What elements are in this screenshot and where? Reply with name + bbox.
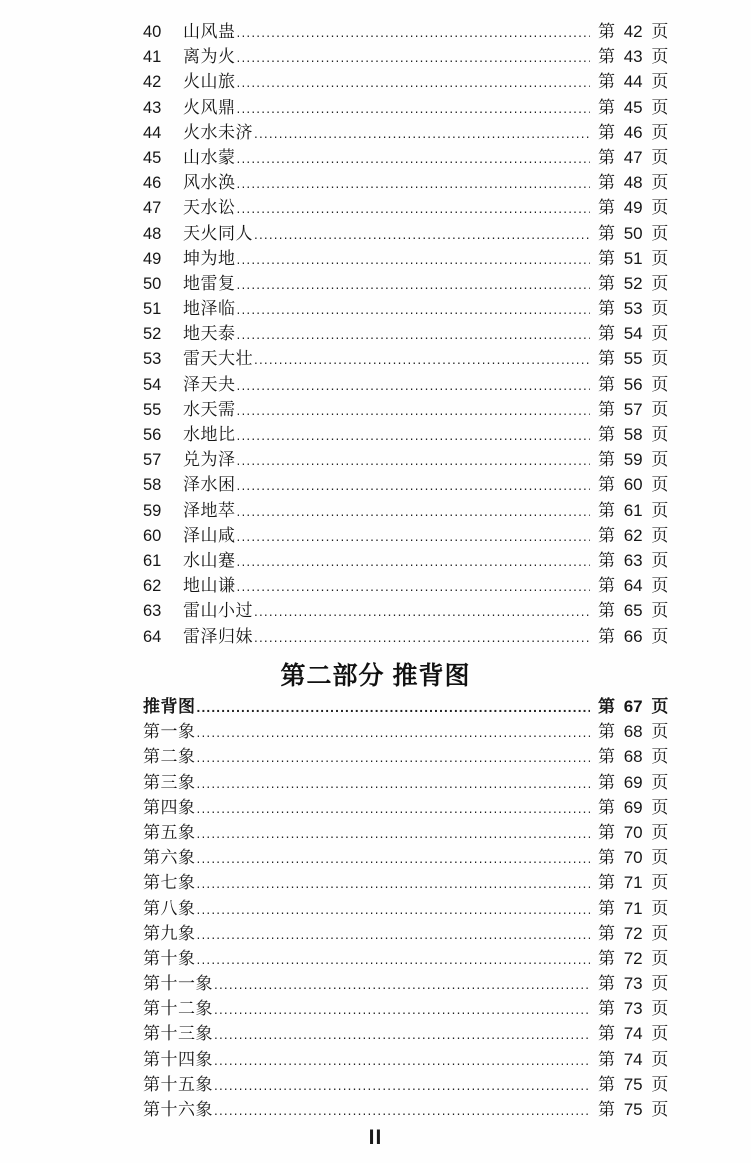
entry-number: 43	[143, 98, 162, 117]
entry-title: 第十四象	[143, 1049, 213, 1069]
entry-page-ref: 第 48 页	[598, 173, 669, 193]
entry-page-ref: 第 44 页	[598, 72, 669, 92]
entry-page-ref: 第 46 页	[598, 122, 669, 142]
dot-leader	[214, 996, 590, 1022]
dot-leader	[197, 896, 591, 922]
toc-row	[143, 996, 680, 1021]
dot-leader	[214, 1047, 590, 1073]
toc-row	[143, 719, 680, 744]
entry-title: 第一象	[143, 722, 196, 742]
entry-page-ref: 第 69 页	[598, 797, 669, 817]
entry-number: 51	[143, 300, 162, 319]
toc-row	[143, 221, 680, 246]
entry-number: 60	[143, 526, 162, 545]
dot-leader	[237, 321, 591, 347]
entry-number: 57	[143, 451, 162, 470]
entry-title: 雷山小过	[183, 601, 253, 621]
entry-page-ref: 第 54 页	[598, 324, 669, 344]
entry-page-ref: 第 42 页	[598, 22, 669, 41]
entry-title: 第四象	[143, 797, 196, 817]
entry-page-ref: 第 64 页	[598, 576, 669, 596]
entry-title: 第六象	[143, 848, 196, 868]
entry-number: 64	[143, 627, 162, 646]
entry-number: 41	[143, 48, 162, 67]
dot-leader	[197, 845, 591, 871]
toc-row	[143, 971, 680, 996]
entry-number: 61	[143, 551, 162, 570]
entry-title: 泽天夬	[183, 374, 236, 394]
toc-row	[143, 548, 680, 573]
dot-leader	[197, 744, 591, 770]
entry-page-ref: 第 75 页	[598, 1100, 669, 1119]
entry-title: 天水讼	[183, 198, 236, 218]
toc-row	[143, 946, 680, 971]
entry-page-ref: 第 50 页	[598, 223, 669, 243]
toc-row	[143, 498, 680, 523]
entry-page-ref: 第 68 页	[598, 722, 669, 742]
entry-title: 第十三象	[143, 1024, 213, 1044]
toc-row	[143, 44, 680, 69]
dot-leader	[254, 221, 590, 247]
entry-number: 46	[143, 174, 162, 193]
entry-title: 推背图	[143, 697, 196, 716]
page-number-footer: II	[368, 1126, 383, 1149]
entry-title: 第十二象	[143, 999, 213, 1019]
entry-number: 40	[143, 23, 162, 41]
dot-leader	[237, 95, 591, 121]
entry-title: 第七象	[143, 873, 196, 893]
dot-leader	[237, 145, 591, 171]
dot-leader	[254, 598, 590, 624]
dot-leader	[254, 624, 590, 650]
entry-title: 第二象	[143, 747, 196, 767]
toc-row	[143, 422, 680, 447]
toc-row	[143, 246, 680, 271]
entry-number: 54	[143, 375, 162, 394]
entry-title: 山水蒙	[183, 147, 236, 167]
toc-row	[143, 820, 680, 845]
dot-leader	[197, 946, 591, 972]
entry-number: 58	[143, 476, 162, 495]
toc-row	[143, 346, 680, 371]
entry-page-ref: 第 73 页	[598, 974, 669, 994]
toc-row	[143, 397, 680, 422]
dot-leader	[197, 870, 591, 896]
entry-page-ref: 第 71 页	[598, 873, 669, 893]
entry-page-ref: 第 73 页	[598, 999, 669, 1019]
entry-title: 兑为泽	[183, 450, 236, 470]
entry-page-ref: 第 57 页	[598, 399, 669, 419]
entry-page-ref: 第 43 页	[598, 47, 669, 67]
entry-page-ref: 第 74 页	[598, 1049, 669, 1069]
entry-title: 山风蛊	[183, 22, 236, 41]
entry-page-ref: 第 63 页	[598, 550, 669, 570]
entry-page-ref: 第 58 页	[598, 425, 669, 444]
entry-number: 47	[143, 199, 162, 218]
dot-leader	[237, 422, 591, 448]
entry-title: 地天泰	[183, 324, 236, 344]
entry-page-ref: 第 74 页	[598, 1024, 669, 1044]
dot-leader	[237, 246, 591, 272]
entry-page-ref: 第 62 页	[598, 525, 669, 545]
section-heading: 第二部分 推背图	[280, 662, 471, 690]
dot-leader	[197, 795, 591, 821]
entry-number: 53	[143, 350, 162, 369]
entry-title: 水地比	[183, 425, 236, 444]
toc-row	[143, 1047, 680, 1072]
entry-title: 水天需	[183, 399, 236, 419]
entry-title: 雷天大壮	[183, 349, 253, 369]
dot-leader	[237, 69, 591, 95]
entry-title: 第十五象	[143, 1074, 213, 1094]
toc-row	[143, 321, 680, 346]
entry-page-ref: 第 59 页	[598, 450, 669, 470]
dot-leader	[254, 346, 590, 372]
entry-page-ref: 第 67 页	[598, 697, 669, 716]
dot-leader	[237, 472, 591, 498]
entry-title: 天火同人	[183, 223, 253, 243]
entry-title: 火风鼎	[183, 97, 236, 117]
entry-title: 第九象	[143, 923, 196, 943]
toc-row	[143, 845, 680, 870]
part2-tuibeitu-list	[143, 694, 680, 1122]
dot-leader	[237, 372, 591, 398]
dot-leader	[214, 1021, 590, 1047]
entry-page-ref: 第 71 页	[598, 898, 669, 918]
entry-title: 第十象	[143, 948, 196, 968]
entry-title: 泽水困	[183, 475, 236, 495]
entry-title: 泽山咸	[183, 525, 236, 545]
entry-page-ref: 第 72 页	[598, 948, 669, 968]
entry-number: 48	[143, 224, 162, 243]
dot-leader	[197, 770, 591, 796]
entry-page-ref: 第 52 页	[598, 273, 669, 293]
dot-leader	[237, 271, 591, 297]
toc-row	[143, 870, 680, 895]
entry-title: 地山谦	[183, 576, 236, 596]
toc-row	[143, 69, 680, 94]
toc-row	[143, 770, 680, 795]
toc-row	[143, 195, 680, 220]
entry-title: 第八象	[143, 898, 196, 918]
toc-row	[143, 472, 680, 497]
toc-row	[143, 372, 680, 397]
dot-leader	[237, 195, 591, 221]
toc-row	[143, 523, 680, 548]
toc-row	[143, 573, 680, 598]
entry-title: 离为火	[183, 47, 236, 67]
dot-leader	[237, 498, 591, 524]
dot-leader	[237, 296, 591, 322]
toc-row	[143, 598, 680, 623]
toc-row	[143, 19, 680, 44]
entry-page-ref: 第 51 页	[598, 248, 669, 268]
entry-title: 第五象	[143, 822, 196, 842]
dot-leader	[197, 694, 591, 720]
entry-page-ref: 第 53 页	[598, 299, 669, 319]
dot-leader	[197, 921, 591, 947]
toc-row	[143, 120, 680, 145]
entry-page-ref: 第 75 页	[598, 1074, 669, 1094]
toc-row	[143, 921, 680, 946]
dot-leader	[237, 19, 591, 45]
part1-hexagram-list	[143, 19, 680, 649]
entry-page-ref: 第 55 页	[598, 349, 669, 369]
entry-title: 坤为地	[183, 248, 236, 268]
entry-page-ref: 第 69 页	[598, 772, 669, 792]
entry-page-ref: 第 49 页	[598, 198, 669, 218]
dot-leader	[237, 573, 591, 599]
dot-leader	[237, 170, 591, 196]
dot-leader	[197, 820, 591, 846]
dot-leader	[254, 120, 590, 146]
entry-title: 风水涣	[183, 173, 236, 193]
entry-title: 火山旅	[183, 72, 236, 92]
toc-row	[143, 1021, 680, 1046]
entry-page-ref: 第 61 页	[598, 500, 669, 520]
toc-row	[143, 694, 680, 719]
entry-number: 50	[143, 274, 162, 293]
toc-row	[143, 624, 680, 649]
entry-number: 63	[143, 602, 162, 621]
dot-leader	[237, 447, 591, 473]
toc-row	[143, 447, 680, 472]
entry-page-ref: 第 70 页	[598, 822, 669, 842]
entry-page-ref: 第 70 页	[598, 848, 669, 868]
entry-title: 第十六象	[143, 1100, 213, 1119]
entry-title: 第十一象	[143, 974, 213, 994]
toc-row	[143, 296, 680, 321]
toc-row	[143, 271, 680, 296]
entry-number: 55	[143, 400, 162, 419]
dot-leader	[237, 523, 591, 549]
entry-title: 火水未济	[183, 122, 253, 142]
toc-row	[143, 1097, 680, 1122]
dot-leader	[214, 1072, 590, 1098]
entry-page-ref: 第 60 页	[598, 475, 669, 495]
entry-page-ref: 第 47 页	[598, 147, 669, 167]
toc-row	[143, 95, 680, 120]
entry-title: 泽地萃	[183, 500, 236, 520]
entry-page-ref: 第 65 页	[598, 601, 669, 621]
entry-title: 地雷复	[183, 273, 236, 293]
entry-number: 45	[143, 148, 162, 167]
entry-title: 水山蹇	[183, 550, 236, 570]
toc-row	[143, 744, 680, 769]
entry-page-ref: 第 68 页	[598, 747, 669, 767]
entry-number: 44	[143, 123, 162, 142]
toc-row	[143, 896, 680, 921]
entry-number: 49	[143, 249, 162, 268]
entry-title: 雷泽归妹	[183, 626, 253, 646]
dot-leader	[237, 548, 591, 574]
entry-number: 62	[143, 577, 162, 596]
entry-page-ref: 第 45 页	[598, 97, 669, 117]
dot-leader	[237, 397, 591, 423]
dot-leader	[197, 719, 591, 745]
entry-page-ref: 第 56 页	[598, 374, 669, 394]
entry-number: 42	[143, 73, 162, 92]
entry-number: 59	[143, 501, 162, 520]
toc-row	[143, 1072, 680, 1097]
entry-page-ref: 第 72 页	[598, 923, 669, 943]
toc-row	[143, 170, 680, 195]
entry-page-ref: 第 66 页	[598, 626, 669, 646]
entry-number: 56	[143, 426, 162, 444]
dot-leader	[237, 44, 591, 70]
toc-row	[143, 145, 680, 170]
entry-title: 地泽临	[183, 299, 236, 319]
entry-number: 52	[143, 325, 162, 344]
dot-leader	[214, 1097, 590, 1123]
dot-leader	[214, 971, 590, 997]
toc-row	[143, 795, 680, 820]
entry-title: 第三象	[143, 772, 196, 792]
